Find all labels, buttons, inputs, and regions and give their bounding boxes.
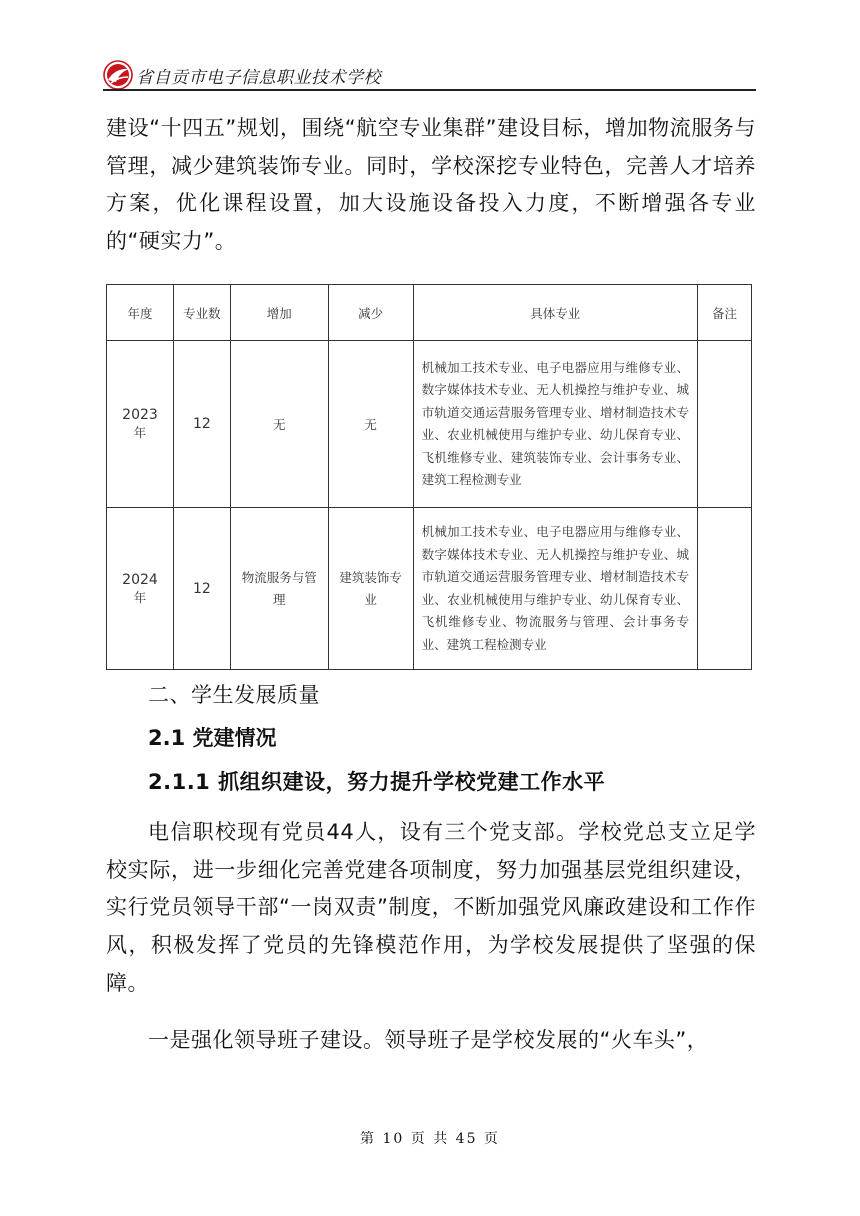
count-cell: 12	[173, 341, 230, 508]
count-cell: 12	[173, 508, 230, 670]
removed-cell: 建筑装饰专业	[328, 508, 413, 670]
note-cell	[698, 508, 752, 670]
intro-paragraph: 建设“十四五”规划，围绕“航空专业集群”建设目标，增加物流服务与管理，减少建筑装饰专业。同时，学校深挖专业特色，完善人才培养方案，优化课程设置，加大设施设备投入力度，不断增强各专业的“硬实力”。	[106, 116, 756, 254]
added-cell: 无	[230, 341, 328, 508]
note-cell	[698, 341, 752, 508]
header-details: 具体专业	[413, 285, 697, 341]
header-divider	[103, 89, 756, 91]
subsection-heading: 2.1 党建情况	[148, 726, 277, 750]
year-value: 2023	[122, 407, 158, 423]
school-name: 省自贡市电子信息职业技术学校	[136, 68, 381, 88]
year-unit: 年	[133, 425, 147, 440]
header-removed: 减少	[328, 285, 413, 341]
body-paragraph: 电信职校现有党员44人，设有三个党支部。学校党总支立足学校实际，进一步细化完善党建各项制度，努力加强基层党组织建设，实行党员领导干部“一岗双责”制度，不断加强党风廉政建设和工作作风，积极发挥了党员的先锋模范作用，为学校发展提供了坚强的保障。	[106, 820, 756, 995]
continuation-paragraph: 一是强化领导班子建设。领导班子是学校发展的“火车头”，	[148, 1028, 709, 1052]
page-header	[103, 58, 756, 90]
details-cell: 机械加工技术专业、电子电器应用与维修专业、数字媒体技术专业、无人机操控与维护专业、城市轨道交通运营服务管理专业、增材制造技术专业、农业机械使用与维护专业、幼儿保育专业、飞机维修专业、建筑装饰专业、会计事务专业、建筑工程检测专业	[413, 341, 697, 508]
header-year: 年度	[107, 285, 174, 341]
section-heading: 二、学生发展质量	[148, 683, 320, 707]
year-cell	[107, 508, 174, 670]
year-value: 2024	[122, 571, 158, 588]
table-row	[107, 341, 752, 508]
details-cell: 机械加工技术专业、电子电器应用与维修专业、数字媒体技术专业、无人机操控与维护专业、城市轨道交通运营服务管理专业、增材制造技术专业、农业机械使用与维护专业、幼儿保育专业、飞机维修专业、物流服务与管理、会计事务专业、建筑工程检测专业	[413, 508, 697, 670]
header-added: 增加	[230, 285, 328, 341]
header-note: 备注	[698, 285, 752, 341]
page-number-footer: 第 10 页 共 45 页	[360, 1131, 500, 1147]
removed-cell: 无	[328, 341, 413, 508]
year-cell	[107, 341, 174, 508]
table-header-row	[107, 285, 752, 341]
subsubsection-heading: 2.1.1 抓组织建设，努力提升学校党建工作水平	[148, 770, 606, 794]
table-row	[107, 508, 752, 670]
added-cell: 物流服务与管理	[230, 508, 328, 670]
majors-table	[106, 284, 752, 670]
school-emblem-icon	[103, 60, 133, 90]
header-count: 专业数	[173, 285, 230, 341]
year-unit: 年	[133, 589, 147, 605]
